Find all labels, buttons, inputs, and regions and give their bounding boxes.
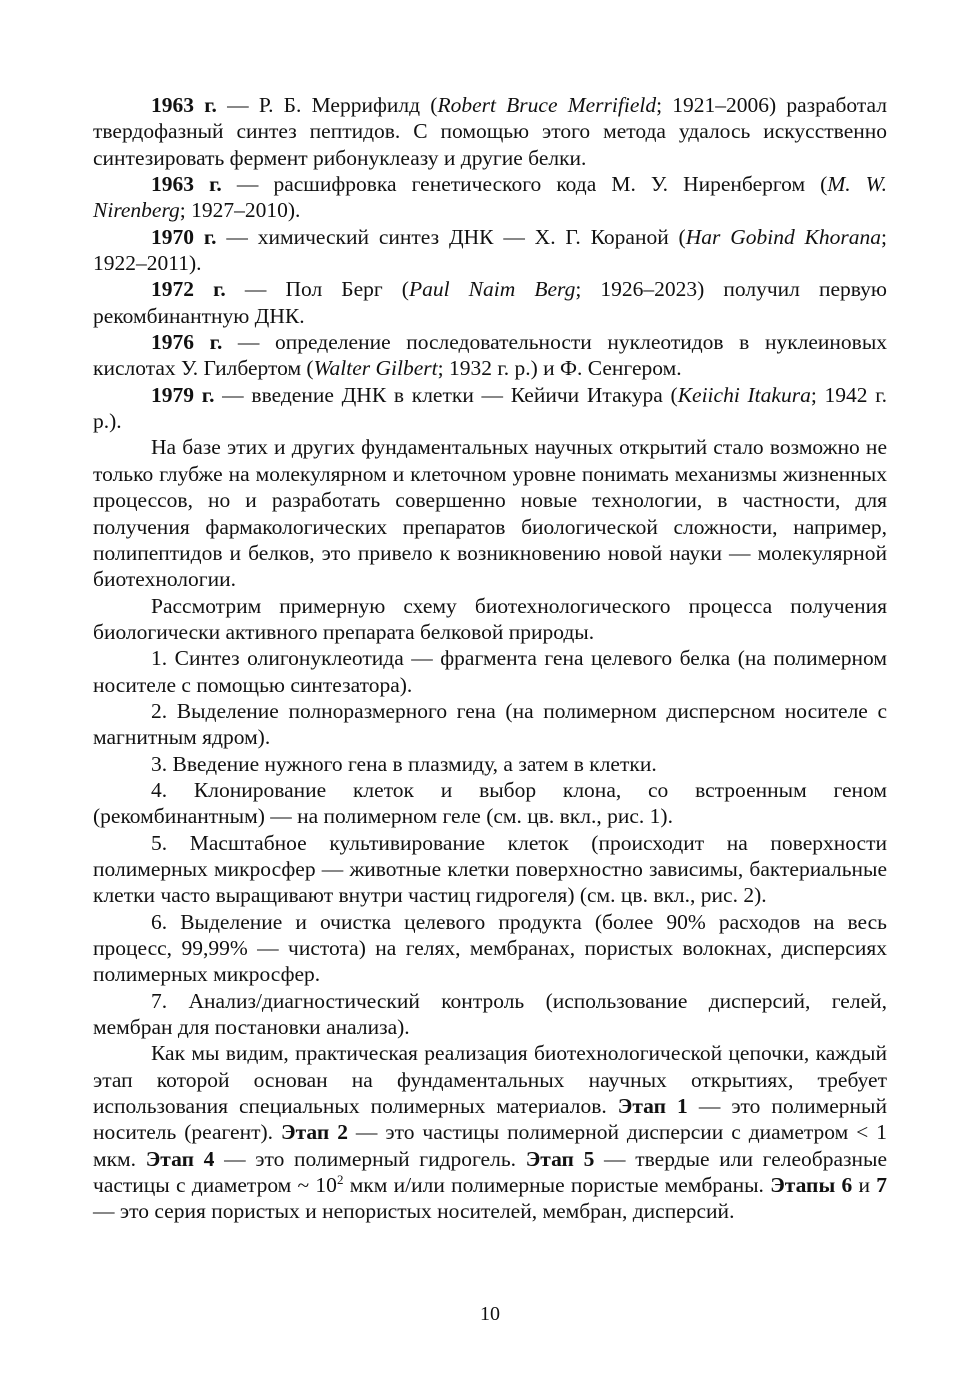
stage-label: 7 <box>876 1173 888 1198</box>
scheme-intro-paragraph: Рассмотрим примерную схему биотехнологического процесса получения биологически активного препарата белковой природы. <box>93 593 887 644</box>
latin-name: Har Gobind Khorana <box>685 224 882 249</box>
stage-label: Этап 5 <box>525 1146 595 1171</box>
process-step: 3. Введение нужного гена в плазмиду, а затем в клетки. <box>151 751 657 776</box>
process-step: 7. Анализ/диагностический контроль (использование дисперсий, гелей, мембран для постановки анализа). <box>93 988 887 1040</box>
stage-label: Этап 2 <box>281 1120 348 1145</box>
timeline-year: 1972 г. <box>151 277 226 302</box>
timeline-entry: 1970 г. — химический синтез ДНК — Х. Г. Кораной (Har Gobind Khorana; 1922–2011). <box>93 224 887 276</box>
latin-name: Paul Naim Berg <box>408 277 576 302</box>
timeline-year: 1963 г. <box>151 172 222 197</box>
timeline-year: 1976 г. <box>151 330 223 355</box>
stage-label: Этап 1 <box>617 1094 688 1119</box>
latin-name: Walter Gilbert <box>313 356 438 381</box>
timeline-entry: 1979 г. — введение ДНК в клетки — Кейичи Итакура (Keiichi Itakura; 1942 г. р.). <box>93 382 888 434</box>
timeline-entry: 1972 г. — Пол Берг (Paul Naim Berg; 1926–2023) получил первую рекомбинантную ДНК. <box>93 277 887 328</box>
stage-label: Этап 4 <box>145 1146 215 1171</box>
timeline-year: 1963 г. <box>151 93 217 117</box>
intro-paragraph: На базе этих и других фундаментальных научных открытий стало возможно не только глубже на молекулярном и клеточном уровне понимать механизмы жизненных процессов, но и разработать совершенно новые технологии, в частности, для получения фармакологических препаратов биологической сложности, например, полипептидов и белков, это привело к возникновению новой науки — молекулярной биотехнологии. <box>93 435 887 592</box>
timeline-year: 1970 г. <box>151 224 217 249</box>
timeline-entry: 1963 г. — расшифровка генетического кода М. У. Ниренбергом (M. W. Nirenberg; 1927–2010). <box>93 172 887 223</box>
page-number: 10 <box>480 1303 500 1325</box>
timeline-entry: 1976 г. — определение последовательности нуклеотидов в нуклеиновых кислотах У. Гилбертом (Walter Gilbert; 1932 г. р.) и Ф. Сенгером. <box>93 330 888 381</box>
timeline-year: 1979 г. <box>151 382 215 407</box>
latin-name: Keiichi Itakura <box>677 382 811 407</box>
timeline-entry: 1963 г. — Р. Б. Меррифилд (Robert Bruce Merrifield; 1921–2006) разработал твердофазный синтез пептидов. С помощью этого метода удалось искусственно синтезировать фермент рибонуклеазу и другие белки. <box>93 93 887 170</box>
latin-name: Robert Bruce Merrifield <box>437 93 657 117</box>
conclusion-paragraph: Как мы видим, практическая реализация биотехнологической цепочки, каждый этап которой основан на фундаментальных научных открытиях, требует использования специальных полимерных материалов. Этап 1 — это полимерный носитель (реагент). Этап 2 — это частицы полимерной дисперсии с диаметром < 1 мкм. Этап 4 — это полимерный гидрогель. Этап 5 — твердые или гелеобразные частицы с диаметром ~ $10^2$ мкм и/или полимерные пористые мембраны. Этапы 6 и 7 — это серия пористых и непористых носителей, мембран, дисперсий. <box>93 1041 888 1224</box>
stage-label: Этапы 6 <box>770 1173 853 1198</box>
latin-name: M. W. Nirenberg <box>93 172 887 223</box>
page-body <box>93 92 887 1225</box>
process-step: 4. Клонирование клеток и выбор клона, со встроенным геном (рекомбинантным) — на полимерном геле (см. цв. вкл., рис. 1). <box>93 777 887 829</box>
process-step: 1. Синтез олигонуклеотида — фрагмента гена целевого белка (на полимерном носителе с помощью синтезатора). <box>93 646 887 697</box>
exponent: 2 <box>336 1171 344 1187</box>
process-step: 5. Масштабное культивирование клеток (происходит на поверхности полимерных микросфер — животные клетки поверхностно зависимы, бактериальные клетки часто выращивают внутри частиц гидрогеля) (см. цв. вкл., рис. 2). <box>93 830 887 908</box>
process-step: 2. Выделение полноразмерного гена (на полимерном дисперсном носителе с магнитным ядром). <box>93 698 887 750</box>
process-step: 6. Выделение и очистка целевого продукта (более 90% расходов на весь процесс, 99,99% — чистота) на гелях, мембранах, пористых волокнах, дисперсиях полимерных микросфер. <box>93 909 887 987</box>
